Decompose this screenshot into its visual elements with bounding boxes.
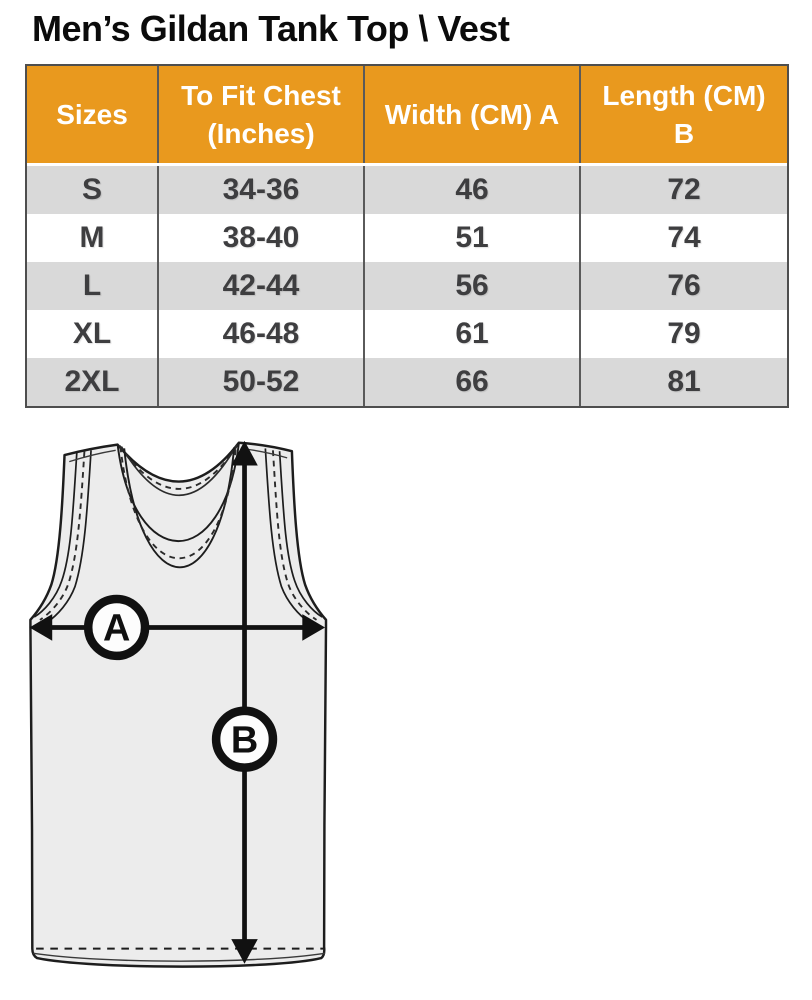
cell-length: 81	[579, 358, 787, 406]
cell-chest: 42-44	[157, 262, 363, 310]
cell-length: 72	[579, 166, 787, 214]
cell-width: 61	[363, 310, 579, 358]
table-row	[27, 358, 787, 406]
cell-size: M	[79, 221, 105, 254]
width-label: A	[102, 607, 131, 650]
page-title: Men’s Gildan Tank Top \ Vest	[32, 8, 510, 49]
cell-width: 66	[363, 358, 579, 406]
cell-length: 76	[579, 262, 787, 310]
tank-top-illustration	[20, 415, 380, 1000]
table-row	[27, 262, 787, 310]
cell-length: 74	[579, 214, 787, 262]
cell-width: 56	[363, 262, 579, 310]
cell-size: 2XL	[64, 365, 120, 398]
cell-width: 46	[363, 166, 579, 214]
length-label-badge	[216, 711, 273, 768]
width-label-badge	[88, 599, 145, 656]
cell-size: L	[82, 269, 102, 302]
tank-top-body	[30, 443, 326, 967]
cell-width: 51	[363, 214, 579, 262]
header-length: Length (CM) B	[579, 66, 787, 163]
cell-length: 79	[579, 310, 787, 358]
cell-chest: 38-40	[157, 214, 363, 262]
table-row	[27, 310, 787, 358]
table-row	[27, 166, 787, 214]
cell-size: S	[81, 173, 102, 206]
cell-chest: 46-48	[157, 310, 363, 358]
header-chest: To Fit Chest (Inches)	[157, 66, 363, 163]
cell-size: XL	[72, 317, 112, 350]
cell-chest: 34-36	[157, 166, 363, 214]
table-header-row	[27, 66, 787, 166]
header-sizes: Sizes	[56, 98, 128, 130]
length-label: B	[230, 719, 259, 762]
table-row	[27, 214, 787, 262]
cell-chest: 50-52	[157, 358, 363, 406]
size-chart-table	[25, 64, 789, 408]
header-width: Width (CM) A	[363, 66, 579, 163]
